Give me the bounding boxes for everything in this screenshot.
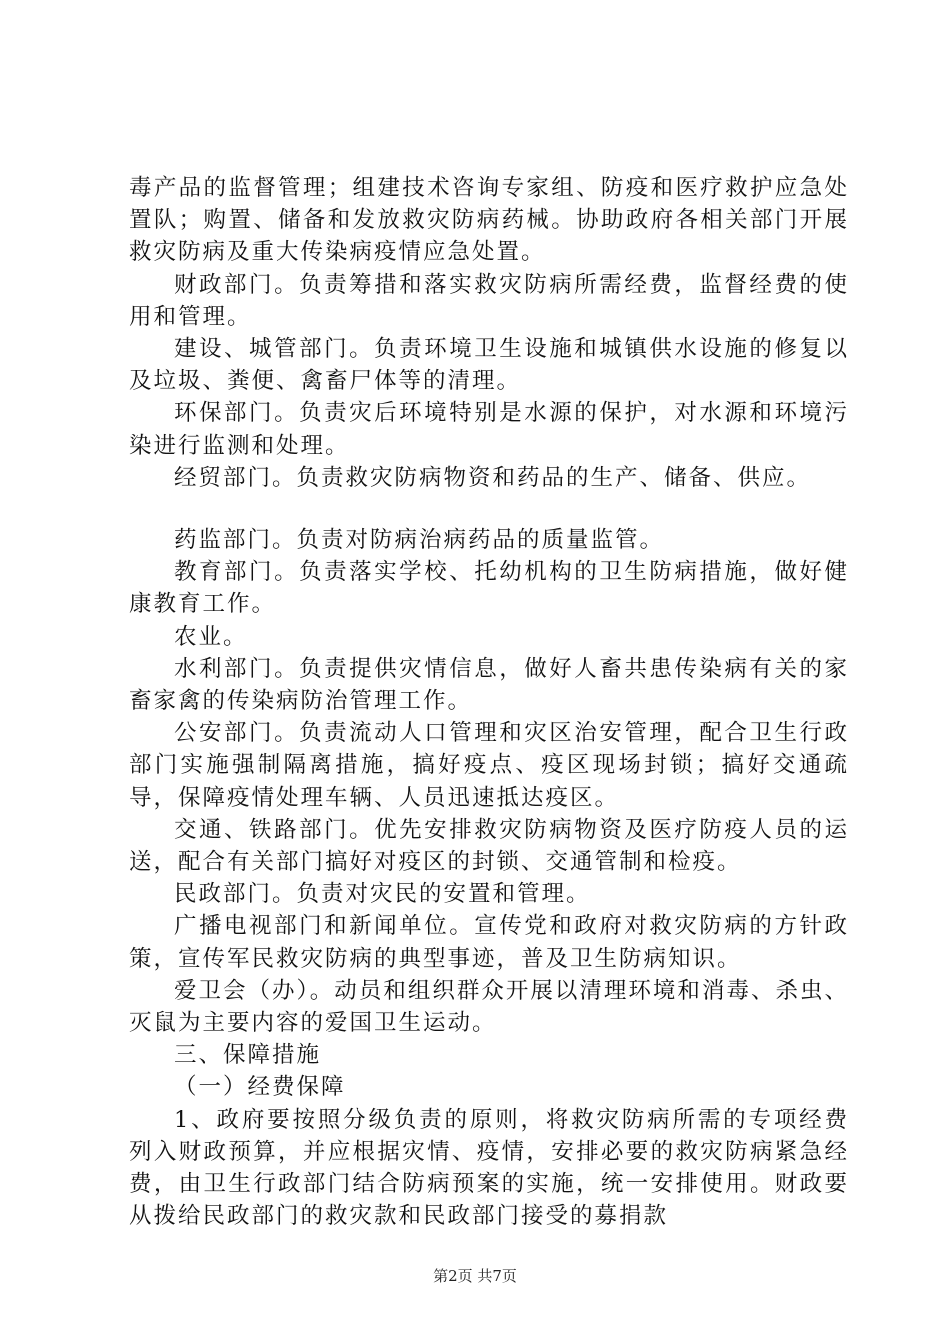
paragraph: 建设、城管部门。负责环境卫生设施和城镇供水设施的修复以及垃圾、粪便、禽畜尸体等的清理。 bbox=[129, 336, 849, 395]
paragraph: 财政部门。负责筹措和落实救灾防病所需经费，监督经费的使用和管理。 bbox=[129, 271, 849, 330]
paragraph: 公安部门。负责流动人口管理和灾区治安管理，配合卫生行政部门实施强制隔离措施，搞好疫点、疫区现场封锁；搞好交通疏导，保障疫情处理车辆、人员迅速抵达疫区。 bbox=[129, 720, 849, 811]
document-body bbox=[129, 172, 849, 1233]
paragraph: 爱卫会（办）。动员和组织群众开展以清理环境和消毒、杀虫、灭鼠为主要内容的爱国卫生运动。 bbox=[129, 977, 849, 1037]
paragraph: 经贸部门。负责救灾防病物资和药品的生产、储备、供应。 bbox=[174, 464, 812, 491]
paragraph: 交通、铁路部门。优先安排救灾防病物资及医疗防疫人员的运送，配合有关部门搞好对疫区的封锁、交通管制和检疫。 bbox=[129, 816, 849, 876]
section-heading: 三、保障措施 bbox=[174, 1042, 322, 1069]
paragraph: 农业。 bbox=[174, 623, 248, 650]
page-number-footer: 第2页 共7页 bbox=[433, 1267, 517, 1285]
paragraph: 广播电视部门和新闻单位。宣传党和政府对救灾防病的方针政策，宣传军民救灾防病的典型事迹，普及卫生防病知识。 bbox=[129, 913, 849, 972]
paragraph: 药监部门。负责对防病治病药品的质量监管。 bbox=[174, 527, 665, 554]
paragraph: 毒产品的监督管理；组建技术咨询专家组、防疫和医疗救护应急处置队；购置、储备和发放救灾防病药械。协助政府各相关部门开展救灾防病及重大传染病疫情应急处置。 bbox=[129, 175, 849, 266]
paragraph: 水利部门。负责提供灾情信息，做好人畜共患传染病有关的家畜家禽的传染病防治管理工作。 bbox=[129, 655, 849, 715]
paragraph: 环保部门。负责灾后环境特别是水源的保护，对水源和环境污染进行监测和处理。 bbox=[129, 400, 849, 459]
subsection-heading: （一）经费保障 bbox=[174, 1074, 346, 1101]
paragraph: 民政部门。负责对灾民的安置和管理。 bbox=[174, 881, 591, 908]
paragraph: 1、政府要按照分级负责的原则，将救灾防病所需的专项经费列入财政预算，并应根据灾情、疫情，安排必要的救灾防病紧急经费，由卫生行政部门结合防病预案的实施，统一安排使用。财政要从拨给民政部门的救灾款和民政部门接受的募捐款 bbox=[129, 1106, 849, 1230]
paragraph: 教育部门。负责落实学校、托幼机构的卫生防病措施，做好健康教育工作。 bbox=[129, 559, 849, 618]
